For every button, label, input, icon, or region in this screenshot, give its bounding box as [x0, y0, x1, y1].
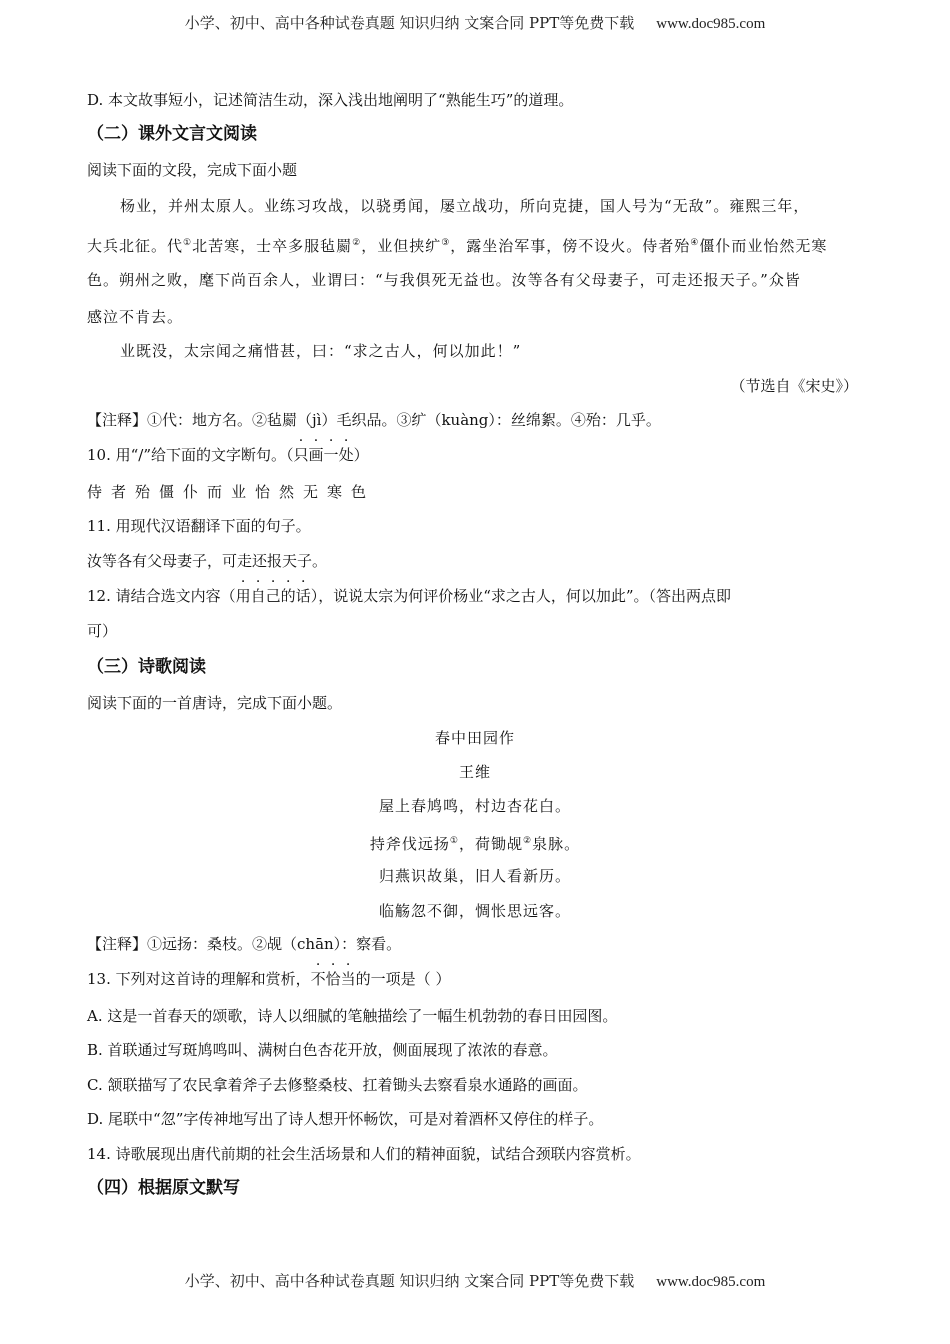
header-text: 小学、初中、高中各种试卷真题 知识归纳 文案合同 PPT等免费下载 — [184, 14, 635, 32]
question-text: 13. 下列对这首诗的理解和赏析， — [87, 970, 311, 988]
page-footer — [0, 1270, 950, 1291]
question-10-text: 侍者殆僵仆而业怡然无寒色 — [87, 483, 376, 501]
passage-line-4: 感泣不肯去。 — [87, 308, 184, 326]
question-11-sentence: 汝等各有父母妻子，可走还报天子。 — [87, 552, 328, 570]
poem-line-1: 屋上春鸠鸣，村边杏花白。 — [378, 797, 571, 815]
section-3-intro: 阅读下面的一首唐诗，完成下面小题。 — [87, 694, 343, 712]
emphasis-char: 一 — [323, 446, 339, 464]
passage-source: （节选自《宋史》） — [730, 377, 858, 395]
question-text: ），说说太宗为何评价杨业“求之古人，何以加此”。（答出两点即 — [310, 587, 732, 605]
question-13-option-c: C. 颔联描写了农民拿着斧子去修整桑枝、扛着锄头去察看泉水通路的画面。 — [87, 1076, 588, 1094]
poem-line-2 — [0, 831, 950, 854]
emphasis-char: 处 — [338, 446, 354, 464]
passage-segment: 僵仆而业怡然无寒 — [699, 237, 828, 255]
footnote-marker: ② — [352, 238, 362, 248]
emphasis-char: 恰 — [325, 970, 341, 988]
passage-segment: ，露坐治军事，傍不设火。侍者殆 — [450, 237, 691, 255]
emphasis-char: 画 — [308, 446, 324, 464]
emphasis-char: 当 — [340, 970, 356, 988]
passage-note: 【注释】①代：地方名。②毡罽（jì）毛织品。③纩（kuàng）：丝绵絮。④殆：几乎。 — [87, 411, 661, 429]
poem-author: 王维 — [458, 763, 491, 781]
passage-segment: 北苦寒，士卒多服毡罽 — [192, 237, 353, 255]
footer-url[interactable]: www.doc985.com — [656, 1274, 766, 1290]
footnote-marker: ① — [449, 836, 459, 846]
page-header — [0, 12, 950, 33]
poem-note: 【注释】①远扬：桑枝。②觇（chān）：察看。 — [87, 935, 402, 953]
poem-segment: 持斧伐远扬 — [369, 835, 450, 853]
header-url[interactable]: www.doc985.com — [656, 16, 766, 32]
section-3-title: （三）诗歌阅读 — [87, 657, 206, 677]
question-13 — [87, 969, 450, 989]
emphasis-char: 不 — [310, 970, 326, 988]
question-13-option-b: B. 首联通过写斑鸠鸣叫、满树白色杏花开放，侧面展现了浓浓的春意。 — [87, 1041, 558, 1059]
emphasis-char: 只 — [293, 446, 309, 464]
section-2-intro: 阅读下面的文段，完成下面小题 — [87, 161, 298, 179]
question-text: 12. 请结合选文内容（ — [87, 587, 236, 605]
emphasis-char: 己 — [265, 587, 281, 605]
footer-text: 小学、初中、高中各种试卷真题 知识归纳 文案合同 PPT等免费下载 — [184, 1272, 635, 1290]
passage-segment: ，业但挟纩 — [361, 237, 442, 255]
footnote-marker: ④ — [690, 238, 700, 248]
question-12-cont: 可） — [87, 622, 118, 640]
question-10 — [87, 445, 369, 465]
section-2-title: （二）课外文言文阅读 — [87, 124, 257, 144]
emphasis-char: 的 — [280, 587, 296, 605]
question-text: 10. 用“/”给下面的文字断句。（ — [87, 446, 294, 464]
question-14: 14. 诗歌展现出唐代前期的社会生活场景和人们的精神面貌，试结合颈联内容赏析。 — [87, 1145, 641, 1163]
passage-segment: 大兵北征。代 — [87, 237, 184, 255]
footnote-marker: ③ — [441, 238, 451, 248]
poem-segment: ，荷锄觇 — [458, 835, 523, 853]
emphasis-char: 自 — [250, 587, 266, 605]
question-12 — [87, 586, 731, 606]
question-11: 11. 用现代汉语翻译下面的句子。 — [87, 517, 311, 535]
passage-line-2 — [87, 233, 827, 256]
emphasis-char: 用 — [235, 587, 251, 605]
poem-segment: 泉脉。 — [532, 835, 581, 853]
poem-title: 春中田园作 — [434, 729, 515, 747]
passage-line-1: 杨业，并州太原人。业练习攻战，以骁勇闻，屡立战功，所向克捷，国人号为“无敌”。雍熙三年， — [120, 197, 810, 215]
passage-line-3: 色。朔州之败，麾下尚百余人，业谓曰：“与我俱死无益也。汝等各有父母妻子，可走还报天子。”众皆 — [87, 271, 801, 289]
question-13-option-a: A. 这是一首春天的颂歌，诗人以细腻的笔触描绘了一幅生机勃勃的春日田园图。 — [87, 1007, 618, 1025]
poem-line-4: 临觞忽不御，惆怅思远客。 — [378, 902, 571, 920]
footnote-marker: ① — [183, 238, 193, 248]
passage-paragraph-2: 业既没，太宗闻之痛惜甚，曰：“求之古人，何以加此！” — [120, 342, 522, 360]
question-13-option-d: D. 尾联中“忽”字传神地写出了诗人想开怀畅饮，可是对着酒杯又停住的样子。 — [87, 1110, 604, 1128]
option-d-previous: D. 本文故事短小，记述简洁生动，深入浅出地阐明了“熟能生巧”的道理。 — [87, 91, 574, 109]
footnote-marker: ② — [523, 836, 533, 846]
section-4-title: （四）根据原文默写 — [87, 1178, 240, 1198]
poem-line-3: 归燕识故巢，旧人看新历。 — [378, 867, 571, 885]
question-text: 的一项是（ ） — [355, 970, 451, 988]
question-text: ） — [353, 446, 369, 464]
emphasis-char: 话 — [295, 587, 311, 605]
